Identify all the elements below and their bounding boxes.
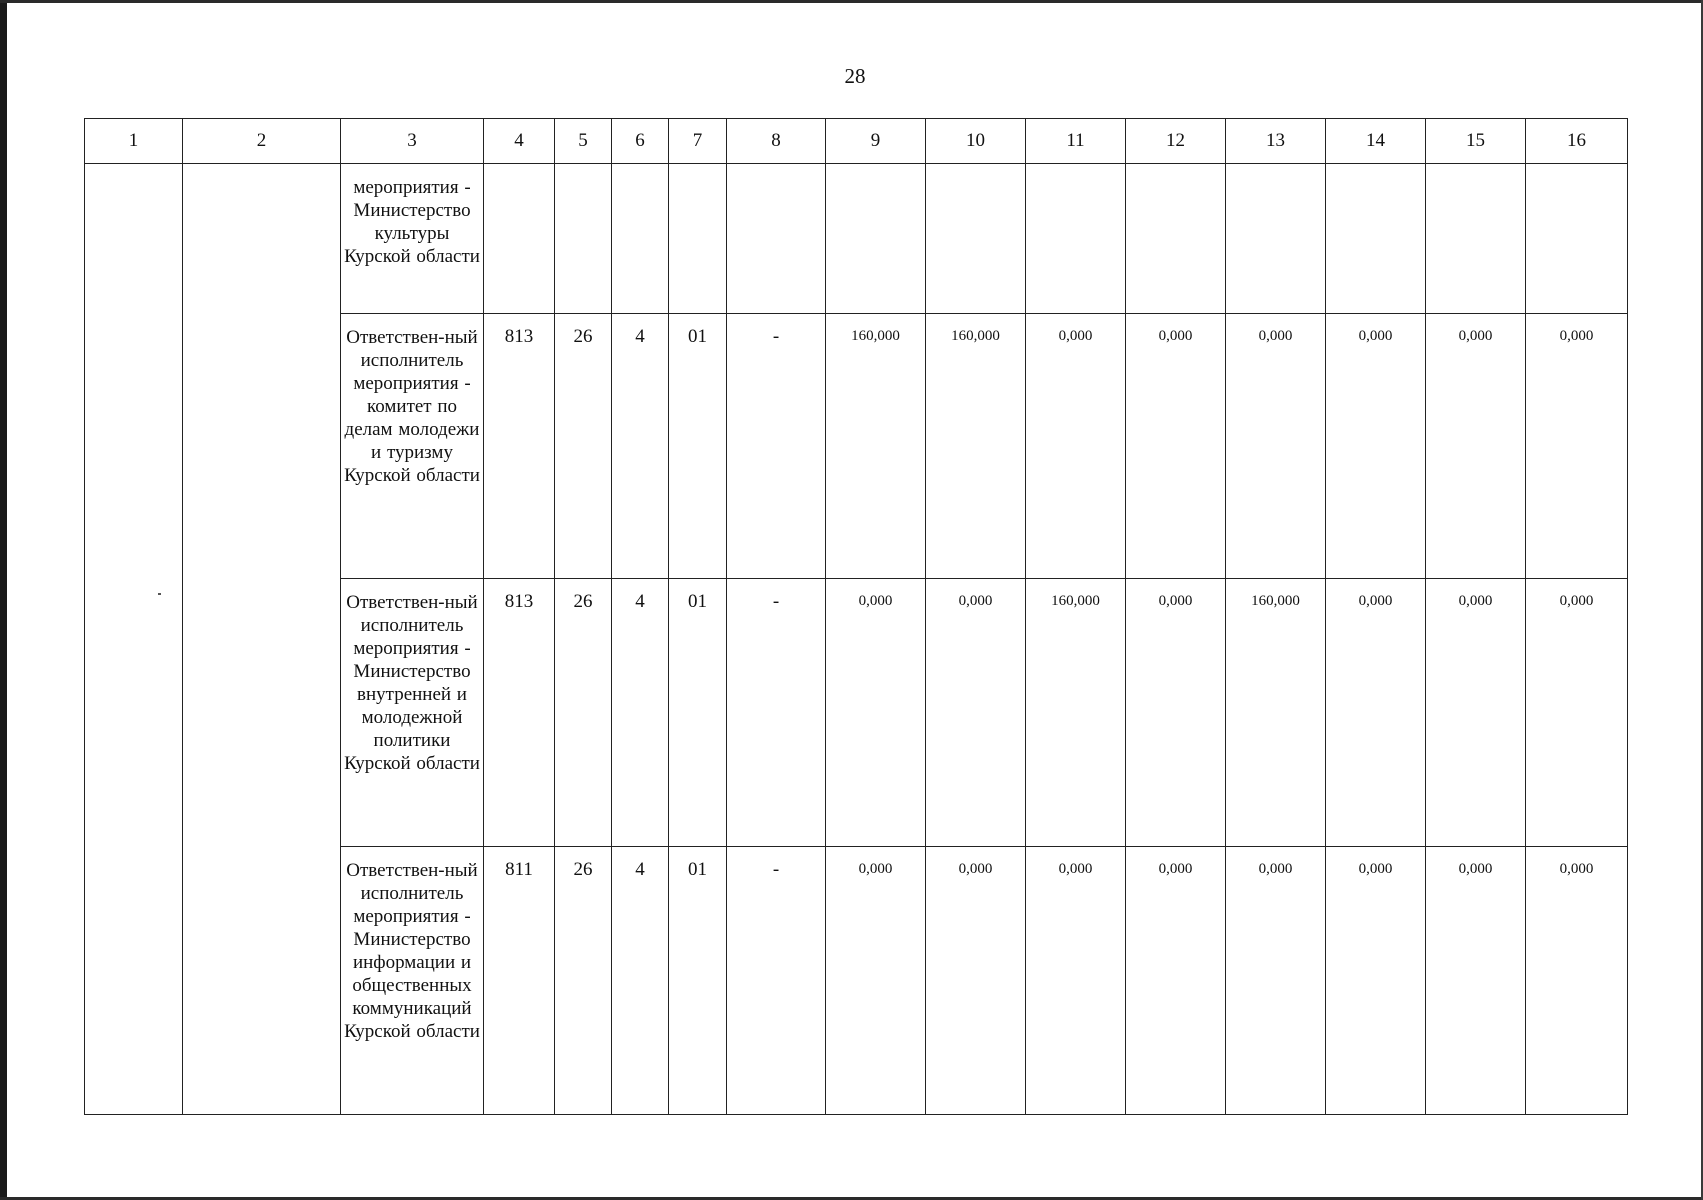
table-cell: [826, 164, 926, 314]
header-cell: 16: [1526, 119, 1628, 164]
header-cell: 9: [826, 119, 926, 164]
header-cell: 4: [484, 119, 555, 164]
amount-cell: 160,000: [926, 314, 1026, 579]
code-cell: 4: [612, 847, 669, 1115]
executor-cell: Ответствен-ный исполнитель мероприятия - Министерство информации и общественных коммуникаций Курской области: [341, 847, 484, 1115]
table-header-row: [85, 119, 1628, 164]
header-cell: 14: [1326, 119, 1426, 164]
table-cell: [555, 164, 612, 314]
scan-border-top: [0, 0, 1703, 3]
header-cell: 7: [669, 119, 727, 164]
header-cell: 15: [1426, 119, 1526, 164]
amount-cell: 0,000: [1126, 847, 1226, 1115]
table-cell: [1126, 164, 1226, 314]
header-cell: 1: [85, 119, 183, 164]
table-cell: [669, 164, 727, 314]
code-cell: 4: [612, 579, 669, 847]
table-cell: [612, 164, 669, 314]
header-cell: 6: [612, 119, 669, 164]
page-number: 28: [844, 64, 866, 88]
amount-cell: 0,000: [1526, 579, 1628, 847]
executor-cell: мероприятия - Министерство культуры Курской области: [341, 164, 484, 314]
executor-cell: Ответствен-ный исполнитель мероприятия - Министерство внутренней и молодежной политики Курской области: [341, 579, 484, 847]
amount-cell: 160,000: [826, 314, 926, 579]
code-cell: -: [727, 579, 826, 847]
scan-border-left: [0, 0, 7, 1200]
header-cell: 13: [1226, 119, 1326, 164]
header-cell: 8: [727, 119, 826, 164]
code-cell: -: [727, 314, 826, 579]
header-cell: 5: [555, 119, 612, 164]
amount-cell: 0,000: [826, 847, 926, 1115]
amount-cell: 0,000: [1226, 847, 1326, 1115]
table-cell: [1526, 164, 1628, 314]
table-cell: [1226, 164, 1326, 314]
amount-cell: 0,000: [1426, 847, 1526, 1115]
code-cell: 4: [612, 314, 669, 579]
header-cell: 11: [1026, 119, 1126, 164]
table-row: [85, 164, 1628, 314]
code-cell: 01: [669, 314, 727, 579]
code-cell: 813: [484, 579, 555, 847]
header-cell: 10: [926, 119, 1026, 164]
table-cell: [484, 164, 555, 314]
amount-cell: 0,000: [1126, 314, 1226, 579]
col2-merged-cell: [183, 164, 341, 1115]
table-cell: [1026, 164, 1126, 314]
code-cell: -: [727, 847, 826, 1115]
header-cell: 12: [1126, 119, 1226, 164]
amount-cell: 0,000: [1526, 847, 1628, 1115]
code-cell: 811: [484, 847, 555, 1115]
code-cell: 26: [555, 847, 612, 1115]
amount-cell: 0,000: [1226, 314, 1326, 579]
amount-cell: 0,000: [826, 579, 926, 847]
code-cell: 26: [555, 579, 612, 847]
amount-cell: 0,000: [1326, 314, 1426, 579]
table-cell: [1326, 164, 1426, 314]
budget-table: [84, 118, 1628, 1115]
amount-cell: 0,000: [1426, 579, 1526, 847]
amount-cell: 0,000: [1526, 314, 1628, 579]
table-cell: [1426, 164, 1526, 314]
amount-cell: 0,000: [1326, 847, 1426, 1115]
amount-cell: 0,000: [1026, 847, 1126, 1115]
amount-cell: 160,000: [1226, 579, 1326, 847]
amount-cell: 0,000: [1326, 579, 1426, 847]
code-cell: 813: [484, 314, 555, 579]
header-cell: 2: [183, 119, 341, 164]
code-cell: 26: [555, 314, 612, 579]
table-cell: [926, 164, 1026, 314]
executor-cell: Ответствен-ный исполнитель мероприятия - комитет по делам молодежи и туризму Курской области: [341, 314, 484, 579]
code-cell: 01: [669, 847, 727, 1115]
amount-cell: 0,000: [1126, 579, 1226, 847]
amount-cell: 0,000: [926, 847, 1026, 1115]
table-cell: [727, 164, 826, 314]
amount-cell: 160,000: [1026, 579, 1126, 847]
amount-cell: 0,000: [926, 579, 1026, 847]
amount-cell: 0,000: [1026, 314, 1126, 579]
header-cell: 3: [341, 119, 484, 164]
amount-cell: 0,000: [1426, 314, 1526, 579]
code-cell: 01: [669, 579, 727, 847]
col1-merged-cell: [85, 164, 183, 1115]
